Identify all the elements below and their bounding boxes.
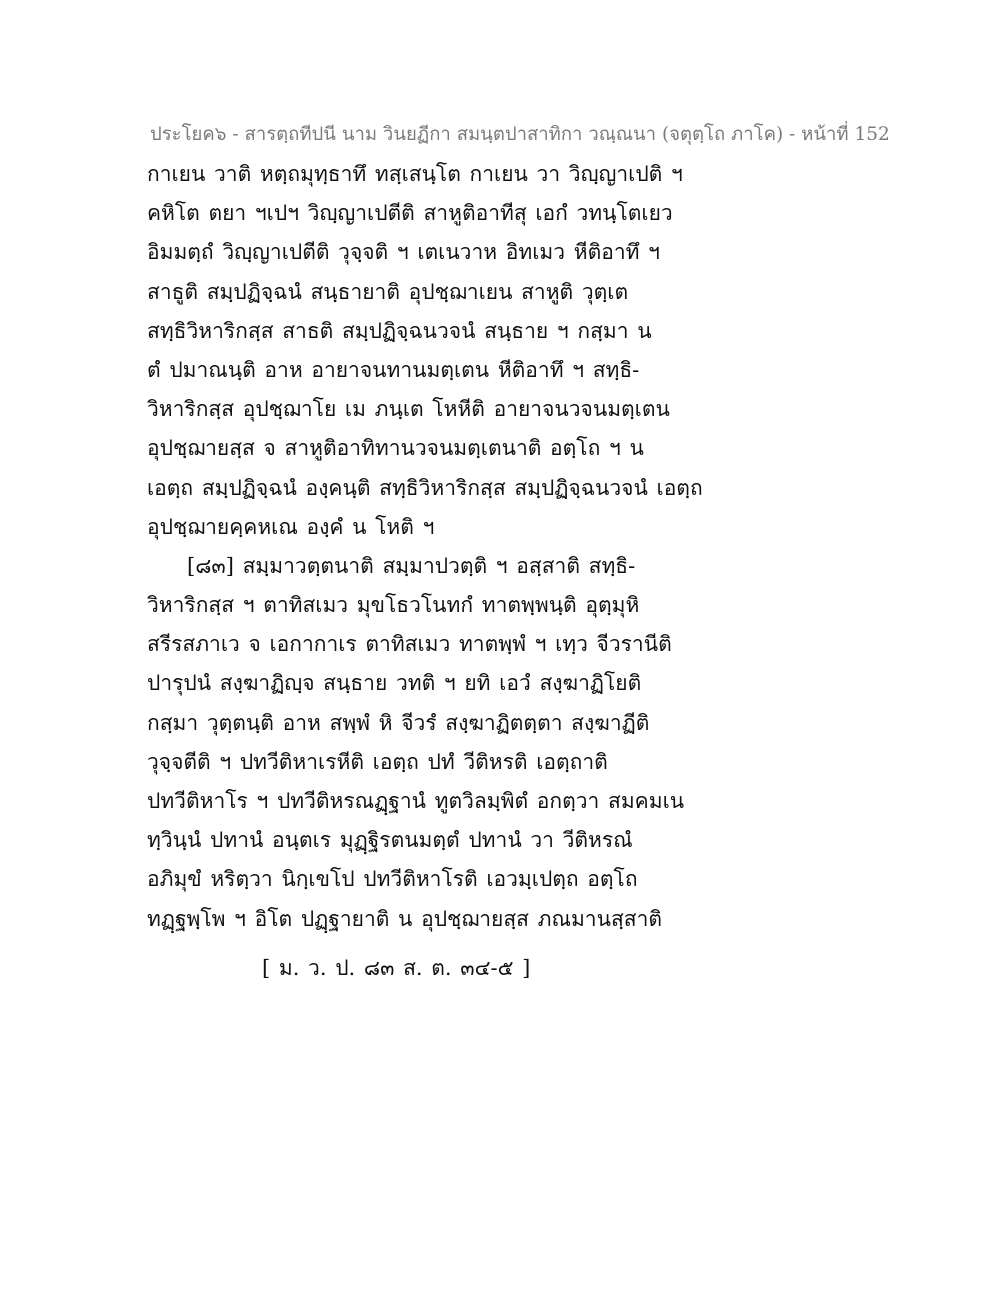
- text-line: ปทวีติหาโร ฯ ปทวีติหรณฏฺฐานํ ทูตวิลมฺพิตํ อกตฺวา สมคมเน: [147, 789, 685, 813]
- paragraph-start-line: [๘๓] สมฺมาวตฺตนาติ สมฺมาปวตฺติ ฯ อสฺสาติ สทฺธิ-: [187, 553, 636, 578]
- text-line: วุจฺจตีติ ฯ ปทวีติหาเรหีติ เอตฺถ ปทํ วีติหรติ เอตฺถาติ: [147, 749, 608, 774]
- text-line: อุปชฺฌายสฺส จ สาหูติอาทิทานวจนมตฺเตนาติ อตฺโถ ฯ น: [147, 436, 644, 461]
- text-line: สาธูติ สมฺปฏิจฺฉนํ สนฺธายาติ อุปชฺฌาเยน สาหูติ วุตฺเต: [147, 279, 629, 304]
- page-header: ประโยค๖ - สารตฺถทีปนี นาม วินยฏีกา สมนฺตปาสาทิกา วณฺณนา (จตุตฺโถ ภาโค) - หน้าที่ 152: [150, 124, 890, 145]
- source-reference: [ ม. ว. ป. ๘๓ ส. ต. ๓๔-๕ ]: [262, 956, 531, 980]
- text-line: อุปชฺฌายคฺคหเณ องฺคํ น โหติ ฯ: [147, 514, 435, 539]
- text-line: คหิโต ตยา ฯเปฯ วิญฺญาเปตีติ สาหูติอาทีสุ เอกํ วทนฺโตเยว: [147, 201, 673, 226]
- text-line: สรีรสภาเว จ เอกากาเร ตาทิสเมว ทาตพฺพํ ฯ เทฺว จีวรานีติ: [147, 632, 672, 657]
- text-line: วิหาริกสฺส อุปชฺฌาโย เม ภนฺเต โหหีติ อายาจนวจนมตฺเตน: [147, 397, 670, 422]
- text-line: ทฏฺฐพฺโพ ฯ อิโต ปฏฺฐายาติ น อุปชฺฌายสฺส ภณมานสฺสาติ: [147, 906, 663, 931]
- text-line: ปารุปนํ สงฺฆาฏิญฺจ สนฺธาย วทติ ฯ ยทิ เอวํ สงฺฆาฏิโยติ: [147, 671, 642, 696]
- text-line: ทฺวินฺนํ ปทานํ อนฺตเร มุฏฺฐิรตนมตฺตํ ปทานํ วา วีติหรณํ: [147, 828, 633, 853]
- text-line: ตํ ปมาณนฺติ อาห อายาจนทานมตฺเตน หีติอาทึ ฯ สทฺธิ-: [147, 357, 640, 382]
- text-line: อิมมตฺถํ วิญฺญาเปตีติ วุจฺจติ ฯ เตเนวาห อิทเมว หีติอาทึ ฯ: [147, 240, 660, 265]
- text-line: อภิมุขํ หริตฺวา นิกฺเขโป ปทวีติหาโรติ เอวมฺเปตฺถ อตฺโถ: [147, 867, 638, 892]
- text-line: กาเยน วาติ หตฺถมุทฺธาทึ ทสฺเสนฺโต กาเยน วา วิญฺญาเปติ ฯ: [147, 162, 683, 186]
- text-line: กสฺมา วุตฺตนฺติ อาห สพฺพํ หิ จีวรํ สงฺฆาฏิตตฺตา สงฺฆาฏีติ: [147, 710, 650, 735]
- text-line: สทฺธิวิหาริกสฺส สาธติ สมฺปฏิจฺฉนวจนํ สนฺธาย ฯ กสฺมา น: [147, 318, 652, 343]
- text-line: วิหาริกสฺส ฯ ตาทิสเมว มุขโธวโนทกํ ทาตพฺพนฺติ อุตฺมุหิ: [147, 593, 640, 618]
- body-text: [147, 155, 707, 939]
- text-line: เอตฺถ สมฺปฏิจฺฉนํ องฺคนฺติ สทฺธิวิหาริกสฺส สมฺปฏิจฺฉนวจนํ เอตฺถ: [147, 475, 703, 500]
